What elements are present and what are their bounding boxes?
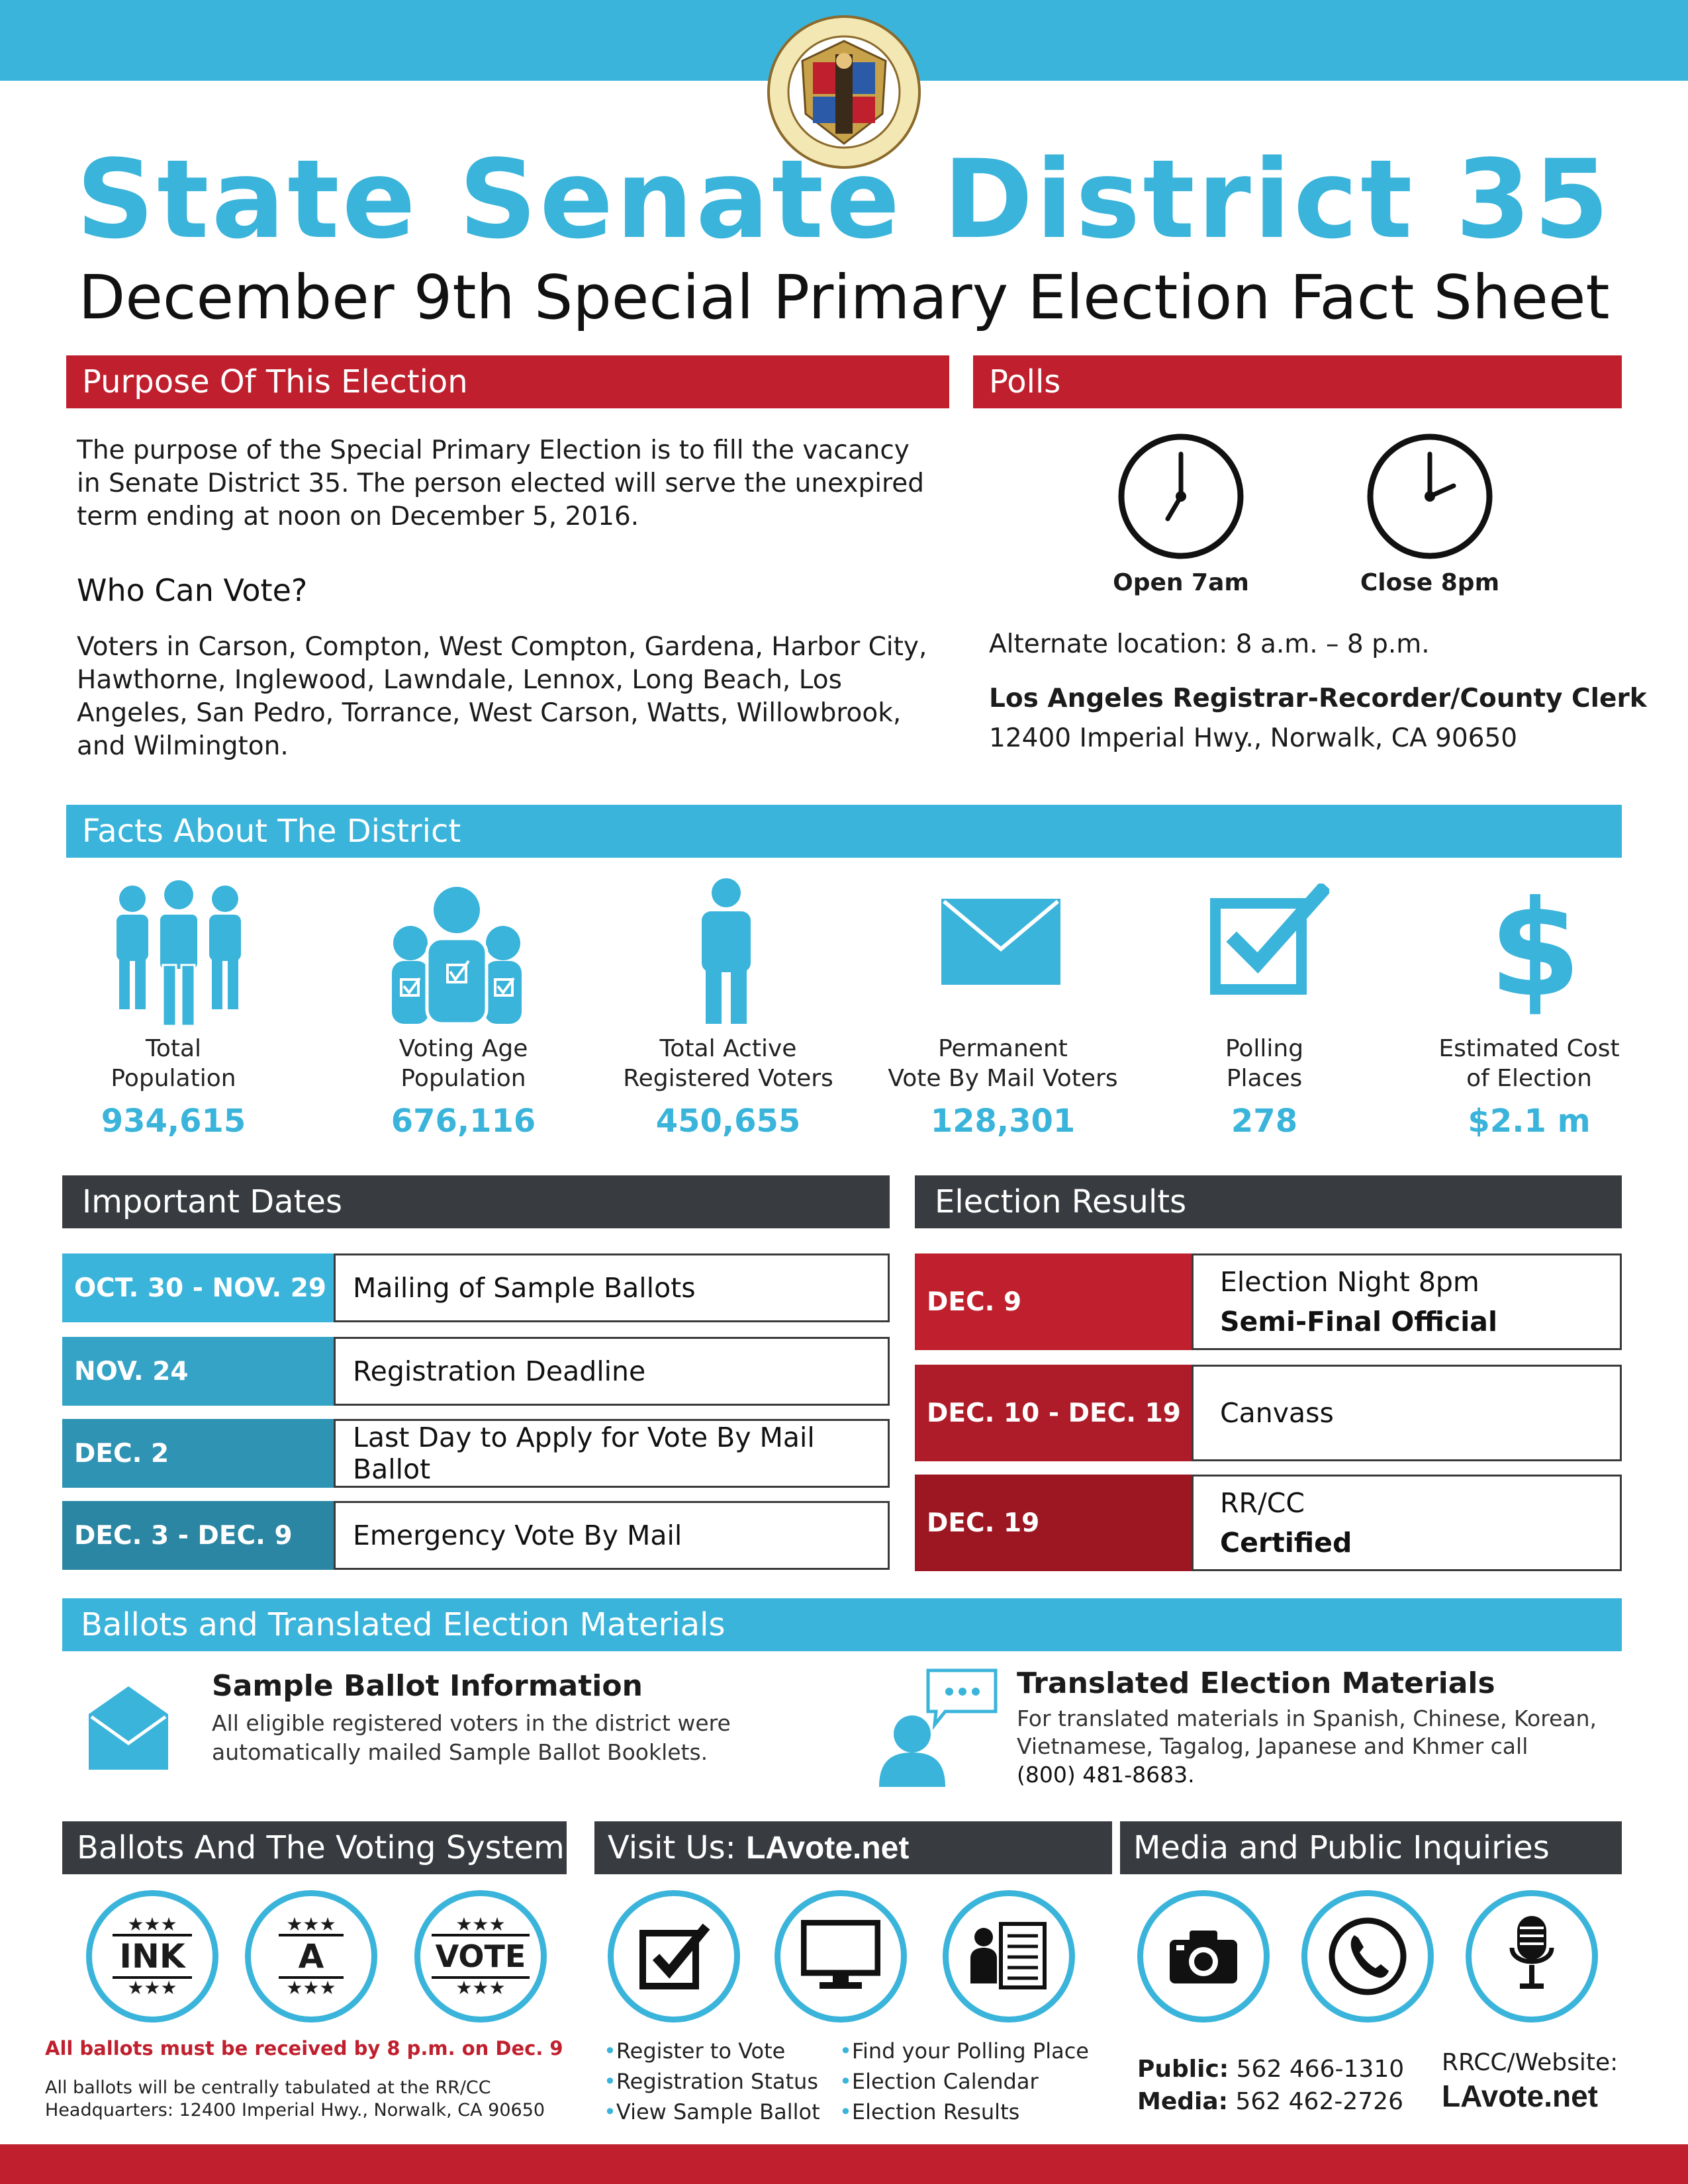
date-row bbox=[62, 1419, 890, 1488]
alternate-location-hours: 8 a.m. – 8 p.m. bbox=[1235, 629, 1430, 659]
translated-materials-body: For translated materials in Spanish, Chinese, Korean, Vietnamese, Tagalog, Japanese and Khmer call bbox=[1017, 1706, 1597, 1759]
media-heading: Media and Public Inquiries bbox=[1120, 1821, 1622, 1874]
polls-open-label: Open 7am bbox=[1113, 569, 1249, 596]
date-row bbox=[62, 1501, 890, 1570]
public-phone-line bbox=[1137, 2056, 1404, 2083]
facts-heading: Facts About The District bbox=[66, 805, 1622, 858]
date-label: DEC. 2 bbox=[62, 1419, 335, 1488]
microphone-icon bbox=[1466, 1890, 1598, 2023]
ink-badge-label: INK bbox=[113, 1934, 191, 1979]
date-description: Mailing of Sample Ballots bbox=[334, 1253, 890, 1322]
alternate-location-label: Alternate location: bbox=[989, 629, 1236, 659]
sample-ballot-title: Sample Ballot Information bbox=[212, 1669, 643, 1703]
fact-label-polling-places: Polling Places bbox=[1225, 1035, 1304, 1092]
vote-badge-icon: ★★★ VOTE ★★★ bbox=[414, 1890, 547, 2023]
public-label: Public: bbox=[1137, 2056, 1229, 2083]
fact-value-estimated-cost: $2.1 m bbox=[1468, 1103, 1591, 1140]
media-phone: 562 462-2726 bbox=[1235, 2088, 1403, 2115]
polls-heading: Polls bbox=[973, 355, 1622, 408]
fact-value-voting-age: 676,116 bbox=[391, 1103, 536, 1140]
polls-close-label: Close 8pm bbox=[1360, 569, 1500, 596]
ballot-deadline-warning: All ballots must be received by 8 p.m. on Dec. 9 bbox=[45, 2037, 563, 2060]
sample-ballot-body: All eligible registered voters in the district were automatically mailed Sample Ballot Booklets. bbox=[212, 1710, 731, 1765]
link-find-polling-place[interactable]: • Find your Polling Place bbox=[839, 2036, 1089, 2066]
date-description: Emergency Vote By Mail bbox=[334, 1501, 890, 1570]
fact-label-voting-age: Voting Age Population bbox=[399, 1035, 528, 1092]
fact-value-polling-places: 278 bbox=[1231, 1103, 1298, 1140]
visit-us-site: LAvote.net bbox=[746, 1831, 910, 1866]
sample-ballot-document-icon[interactable] bbox=[943, 1890, 1075, 2023]
visit-links-right bbox=[839, 2036, 1089, 2127]
website-label: RRCC/Website: bbox=[1442, 2049, 1618, 2076]
translated-materials-title: Translated Election Materials bbox=[1017, 1666, 1495, 1700]
voting-system-heading: Ballots And The Voting System bbox=[62, 1821, 567, 1874]
important-dates-heading: Important Dates bbox=[62, 1175, 890, 1228]
visit-links-left bbox=[604, 2036, 820, 2127]
purpose-heading: Purpose Of This Election bbox=[66, 355, 949, 408]
result-description: Canvass bbox=[1192, 1365, 1622, 1461]
ballot-tabulation-note: All ballots will be centrally tabulated at the RR/CC Headquarters: 12400 Imperial Hwy., Norwalk, CA 90650 bbox=[45, 2077, 545, 2120]
purpose-body: The purpose of the Special Primary Election is to fill the vacancy in Senate District 35. The person elected will serve the unexpired term ending at noon on December 5, 2016. bbox=[77, 435, 924, 531]
result-description: RR/CC Certified bbox=[1192, 1475, 1622, 1571]
bottom-banner bbox=[0, 2144, 1688, 2184]
translation-support-icon bbox=[875, 1668, 1001, 1790]
link-election-results[interactable]: • Election Results bbox=[839, 2097, 1089, 2127]
fact-label-vote-by-mail: Permanent Vote By Mail Voters bbox=[888, 1035, 1118, 1092]
result-date: DEC. 10 - DEC. 19 bbox=[915, 1365, 1193, 1461]
phone-icon bbox=[1301, 1890, 1434, 2023]
vote-badge-label: VOTE bbox=[432, 1934, 530, 1979]
voters-icon bbox=[391, 887, 523, 1028]
registrar-office-name: Los Angeles Registrar-Recorder/County Clerk bbox=[989, 684, 1647, 713]
a-badge-label: A bbox=[279, 1934, 344, 1979]
fact-value-active-voters: 450,655 bbox=[655, 1103, 801, 1140]
sample-ballot-envelope-icon bbox=[89, 1686, 168, 1772]
date-label: DEC. 3 - DEC. 9 bbox=[62, 1501, 335, 1570]
media-phone-line bbox=[1137, 2088, 1403, 2115]
fact-label-estimated-cost: Estimated Cost of Election bbox=[1438, 1035, 1620, 1092]
result-row bbox=[915, 1253, 1622, 1350]
registrar-address: 12400 Imperial Hwy., Norwalk, CA 90650 bbox=[989, 723, 1518, 753]
result-row bbox=[915, 1365, 1622, 1461]
result-description: Election Night 8pm Semi-Final Official bbox=[1192, 1253, 1622, 1350]
dollar-icon: $ bbox=[1489, 872, 1581, 1026]
page-title: State Senate District 35 bbox=[76, 136, 1612, 263]
register-checkbox-icon[interactable] bbox=[608, 1890, 740, 2023]
who-can-vote-body: Voters in Carson, Compton, West Compton, Gardena, Harbor City, Hawthorne, Inglewood, Lawndale, Lennox, Long Beach, Los Angeles, San Pedro, Torrance, West Carson, Watts, Willowbrook, and Wilmington. bbox=[77, 632, 927, 761]
public-phone: 562 466-1310 bbox=[1236, 2056, 1405, 2083]
visit-us-heading: Visit Us: LAvote.net bbox=[594, 1821, 1112, 1874]
date-description: Registration Deadline bbox=[334, 1337, 890, 1406]
checkbox-icon bbox=[1210, 884, 1329, 999]
person-icon bbox=[690, 878, 763, 1026]
alternate-location bbox=[989, 629, 1430, 659]
computer-monitor-icon[interactable] bbox=[774, 1890, 907, 2023]
fact-value-total-population: 934,615 bbox=[101, 1103, 246, 1140]
link-election-calendar[interactable]: • Election Calendar bbox=[839, 2066, 1089, 2097]
ballots-heading: Ballots and Translated Election Materials bbox=[62, 1598, 1622, 1651]
link-register-to-vote[interactable]: • Register to Vote bbox=[604, 2036, 820, 2066]
envelope-icon bbox=[941, 899, 1060, 987]
date-description: Last Day to Apply for Vote By Mail Ballot bbox=[334, 1419, 890, 1488]
result-date: DEC. 19 bbox=[915, 1475, 1193, 1571]
election-results-heading: Election Results bbox=[915, 1175, 1622, 1228]
people-group-icon bbox=[106, 880, 252, 1028]
media-label: Media: bbox=[1137, 2088, 1229, 2115]
date-row bbox=[62, 1337, 890, 1406]
link-registration-status[interactable]: • Registration Status bbox=[604, 2066, 820, 2097]
fact-value-vote-by-mail: 128,301 bbox=[930, 1103, 1076, 1140]
website-link[interactable]: LAvote.net bbox=[1442, 2079, 1598, 2113]
page-subtitle: December 9th Special Primary Election Fact Sheet bbox=[78, 262, 1610, 333]
who-can-vote-heading: Who Can Vote? bbox=[77, 572, 308, 608]
fact-label-total-population: Total Population bbox=[111, 1035, 236, 1092]
translated-materials-phone: (800) 481-8683. bbox=[1017, 1762, 1195, 1788]
result-date: DEC. 9 bbox=[915, 1253, 1193, 1350]
date-row bbox=[62, 1253, 890, 1322]
clock-close-icon bbox=[1365, 432, 1495, 564]
date-label: NOV. 24 bbox=[62, 1337, 335, 1406]
a-badge-icon: ★★★ A ★★★ bbox=[245, 1890, 377, 2023]
camera-icon bbox=[1137, 1890, 1270, 2023]
date-label: OCT. 30 - NOV. 29 bbox=[62, 1253, 335, 1322]
link-view-sample-ballot[interactable]: • View Sample Ballot bbox=[604, 2097, 820, 2127]
fact-label-active-voters: Total Active Registered Voters bbox=[623, 1035, 833, 1092]
result-row bbox=[915, 1475, 1622, 1571]
clock-open-icon bbox=[1116, 432, 1246, 564]
ink-badge-icon: ★★★ INK ★★★ bbox=[86, 1890, 218, 2023]
